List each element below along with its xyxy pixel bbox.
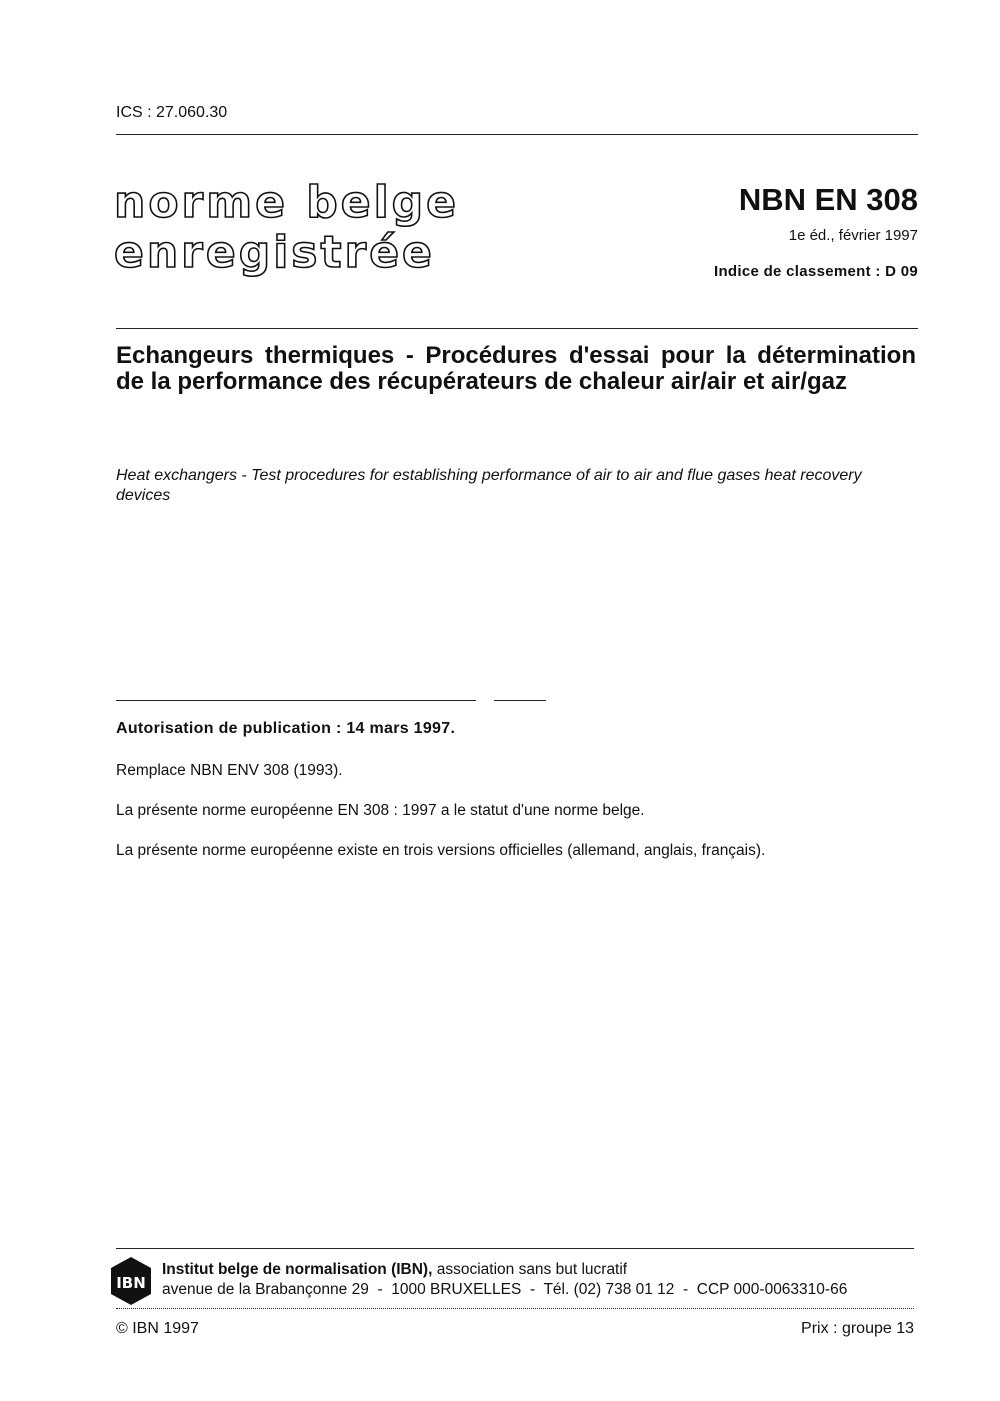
document-title-french: Echangeurs thermiques - Procédures d'essai pour la détermination de la performance des récupérateurs de chaleur air/air et air/gaz xyxy=(116,342,916,395)
footer-rule-top xyxy=(116,1248,914,1249)
price-group: Prix : groupe 13 xyxy=(801,1320,914,1337)
ibn-logo-icon xyxy=(110,1256,152,1306)
institute-address: avenue de la Brabançonne 29 - 1000 BRUXELLES - Tél. (02) 738 01 12 - CCP 000-0063310-66 xyxy=(162,1281,848,1298)
registered-standard-label xyxy=(114,178,459,278)
institute-name-bold: Institut belge de normalisation (IBN), xyxy=(162,1261,433,1278)
versions-note: La présente norme européenne existe en trois versions officielles (allemand, anglais, français). xyxy=(116,842,766,859)
title-rule-top xyxy=(116,328,918,329)
classification-index: Indice de classement : D 09 xyxy=(713,263,918,280)
footer-rule-bottom xyxy=(116,1308,914,1309)
replaces-note: Remplace NBN ENV 308 (1993). xyxy=(116,762,343,779)
standard-number: NBN EN 308 xyxy=(738,182,918,217)
publication-rule xyxy=(116,700,476,701)
institute-name-rest: association sans but lucratif xyxy=(432,1261,628,1278)
header-rule-top xyxy=(116,134,918,135)
status-note: La présente norme européenne EN 308 : 1997 a le statut d'une norme belge. xyxy=(116,802,645,819)
copyright: © IBN 1997 xyxy=(116,1320,199,1337)
logo-text: IBN xyxy=(116,1274,146,1292)
label-line-2: enregistrée xyxy=(114,227,435,278)
publication-authorisation: Autorisation de publication : 14 mars 1997. xyxy=(116,720,456,737)
edition-date: 1e éd., février 1997 xyxy=(788,227,918,244)
document-title-english: Heat exchangers - Test procedures for establishing performance of air to air and flue gases heat recovery devices xyxy=(116,467,862,504)
label-line-1: norme belge xyxy=(114,177,460,228)
ics-code: ICS : 27.060.30 xyxy=(116,104,228,121)
publication-rule-segment xyxy=(494,700,546,701)
institute-name xyxy=(162,1261,627,1279)
